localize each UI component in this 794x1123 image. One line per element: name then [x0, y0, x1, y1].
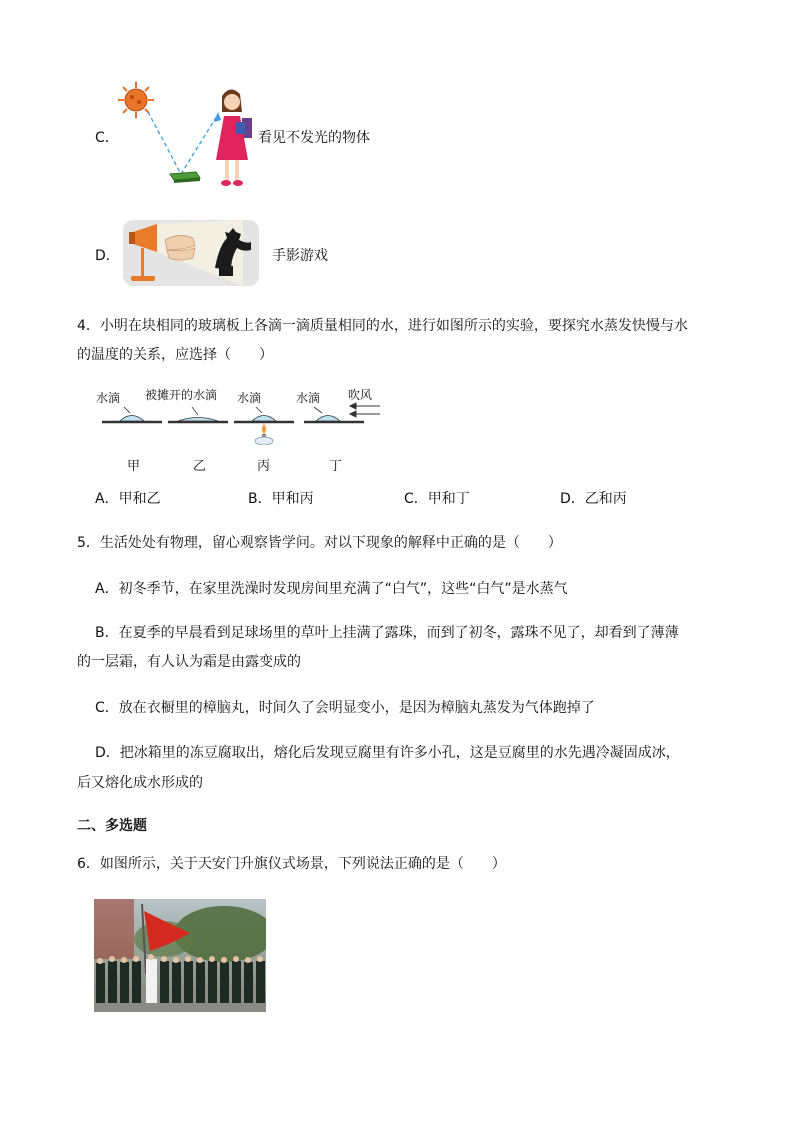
option-c-text: 看见不发光的物体: [258, 130, 370, 146]
label-water-drop-ding: 水滴: [296, 391, 321, 405]
caption-bing: 丙: [257, 459, 271, 474]
q5-option-d-line2: 后又熔化成水形成的: [77, 775, 203, 791]
hand-shadow-illustration: [123, 220, 259, 286]
q4-option-c: C．甲和丁: [404, 491, 470, 507]
option-c-letter: C．: [95, 130, 119, 146]
q4-stem-line2: 的温度的关系，应选择（ ）: [77, 347, 273, 363]
caption-jia: 甲: [127, 459, 141, 474]
evaporation-figure: [96, 385, 400, 475]
book-icon: [170, 172, 200, 183]
caption-ding: 丁: [329, 459, 343, 474]
label-spread-water-drop: 被摊开的水滴: [145, 388, 218, 402]
flag-ceremony-photo: [94, 899, 266, 1012]
q5-option-b-line1: B．在夏季的早晨看到足球场里的草叶上挂满了露珠，而到了初冬，露珠不见了，却看到了薄薄: [95, 625, 679, 641]
section-heading: 二、多选题: [77, 818, 147, 834]
q5-option-a: A．初冬季节，在家里洗澡时发现房间里充满了“白气”，这些“白气”是水蒸气: [95, 581, 568, 597]
caption-yi: 乙: [193, 459, 207, 474]
label-water-drop-jia: 水滴: [96, 391, 121, 405]
ray-arrowhead-icon: [214, 112, 221, 122]
light-ray-lines: [148, 112, 217, 174]
q4-option-b: B．甲和丙: [248, 491, 314, 507]
label-blowing-wind: 吹风: [348, 388, 373, 402]
option-d-text: 手影游戏: [272, 248, 328, 264]
q4-stem-line1: 4．小明在块相同的玻璃板上各滴一滴质量相同的水，进行如图所示的实验，要探究水蒸发快慢与水: [77, 318, 688, 334]
wind-arrows-icon: [350, 403, 380, 417]
label-water-drop-bing: 水滴: [237, 391, 262, 405]
q5-stem: 5．生活处处有物理，留心观察皆学问。对以下现象的解释中正确的是（ ）: [77, 535, 562, 551]
q5-option-b-line2: 的一层霜，有人认为霜是由露变成的: [77, 654, 301, 670]
q4-option-d: D．乙和丙: [560, 491, 627, 507]
glass-plate-yi: [168, 407, 228, 422]
alcohol-lamp-icon: [255, 424, 273, 445]
q5-option-c: C．放在衣橱里的樟脑丸，时间久了会明显变小，是因为樟脑丸蒸发为气体跑掉了: [95, 700, 595, 716]
glass-plate-bing: [234, 407, 294, 422]
option-d-letter: D．: [95, 248, 120, 264]
glass-plate-jia: [102, 407, 162, 422]
q6-stem: 6．如图所示，关于天安门升旗仪式场景，下列说法正确的是（ ）: [77, 856, 506, 872]
reflection-illustration: [118, 82, 258, 197]
q5-option-d-line1: D．把冰箱里的冻豆腐取出，熔化后发现豆腐里有许多小孔，这是豆腐里的水先遇冷凝固成冰，: [95, 745, 680, 761]
girl-icon: [216, 89, 252, 186]
q4-option-a: A．甲和乙: [95, 491, 161, 507]
